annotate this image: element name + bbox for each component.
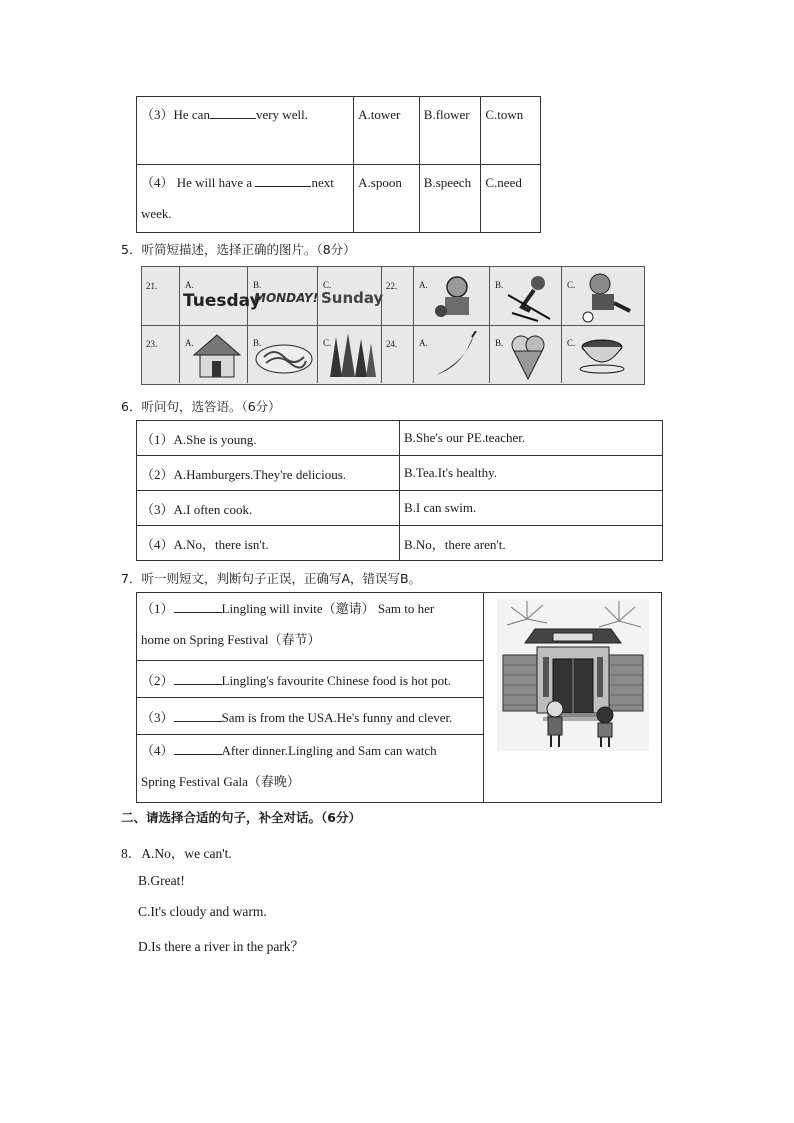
section6-option-a: （4）A.No，there isn't. xyxy=(137,526,400,561)
section7-title: 7．听一则短文，判断句子正误，正确写A，错误写B。 xyxy=(121,571,422,586)
section6-option-a: （2）A.Hamburgers.They're delicious. xyxy=(137,456,400,491)
q4-options-table xyxy=(136,96,541,233)
forest-icon xyxy=(328,333,376,379)
section6-title: 6．听问句，选答语。（6分） xyxy=(121,399,281,414)
football-player-icon xyxy=(576,271,640,323)
answer-blank[interactable] xyxy=(255,174,311,187)
part2-title: 二、请选择合适的句子，补全对话。（6分） xyxy=(121,810,361,825)
monday-word-image: MONDAY! xyxy=(254,291,319,305)
skier-icon xyxy=(504,273,556,323)
section6-option-a: （1）A.She is young. xyxy=(137,421,400,456)
answer-blank[interactable] xyxy=(174,709,222,722)
ice-cream-icon xyxy=(508,331,548,381)
section7-statement-4: （4） After dinner.Lingling and Sam can watch Spring Festival Gala（春晚） xyxy=(137,735,484,803)
q4-item-4-option-b: B.speech xyxy=(419,165,481,233)
section6-option-b: B.No，there aren't. xyxy=(400,526,663,561)
temple-gate-icon xyxy=(497,599,649,751)
q4-item-4-option-c: C.need xyxy=(481,165,541,233)
q4-item-4-option-a: A.spoon xyxy=(354,165,420,233)
item-number: 21. xyxy=(146,281,158,291)
tuesday-word-image: Tuesday xyxy=(183,291,261,311)
sunday-word-image: Sunday xyxy=(321,289,384,307)
q4-item-3-option-b: B.flower xyxy=(419,97,481,165)
answer-blank[interactable] xyxy=(210,106,256,119)
section6-table xyxy=(136,420,663,561)
basketball-player-icon xyxy=(432,273,482,321)
q4-item-3-option-a: A.tower xyxy=(354,97,420,165)
section6-option-a: （3）A.I often cook. xyxy=(137,491,400,526)
section5-title: 5．听简短描述，选择正确的图片。（8分） xyxy=(121,242,356,257)
q8-option-b: B.Great! xyxy=(138,873,185,888)
q4-item-3-stem: （3）He can very well. xyxy=(137,97,354,165)
section6-option-b: B.She's our PE.teacher. xyxy=(400,421,663,456)
tea-cup-icon xyxy=(578,335,626,375)
q4-item-3-option-c: C.town xyxy=(481,97,541,165)
chili-pepper-icon xyxy=(430,331,480,379)
section6-option-b: B.I can swim. xyxy=(400,491,663,526)
house-icon xyxy=(192,333,242,379)
answer-blank[interactable] xyxy=(174,600,222,613)
spring-festival-illustration xyxy=(497,599,649,751)
answer-blank[interactable] xyxy=(174,742,222,755)
q8-option-c: C.It's cloudy and warm. xyxy=(138,904,267,919)
section5-picture-strip: 21. A. Tuesday B. MONDAY! C. Sunday 22. A. B. C. 23. A. B. C. 24. A. B. C. xyxy=(141,266,645,385)
section6-option-b: B.Tea.It's healthy. xyxy=(400,456,663,491)
q8-option-d: D.Is there a river in the park？ xyxy=(138,939,305,954)
section7-statement-1: （1） Lingling will invite（邀请） Sam to her home on Spring Festival（春节） xyxy=(137,593,484,661)
section7-statement-3: （3） Sam is from the USA.He's funny and clever. xyxy=(137,698,484,735)
q4-item-4-stem: （4） He will have a next week. xyxy=(137,165,354,233)
q8-option-a: 8．A.No，we can't. xyxy=(121,846,232,861)
answer-blank[interactable] xyxy=(174,672,222,685)
section7-statement-2: （2） Lingling's favourite Chinese food is hot pot. xyxy=(137,661,484,698)
noodles-dish-icon xyxy=(254,337,314,377)
